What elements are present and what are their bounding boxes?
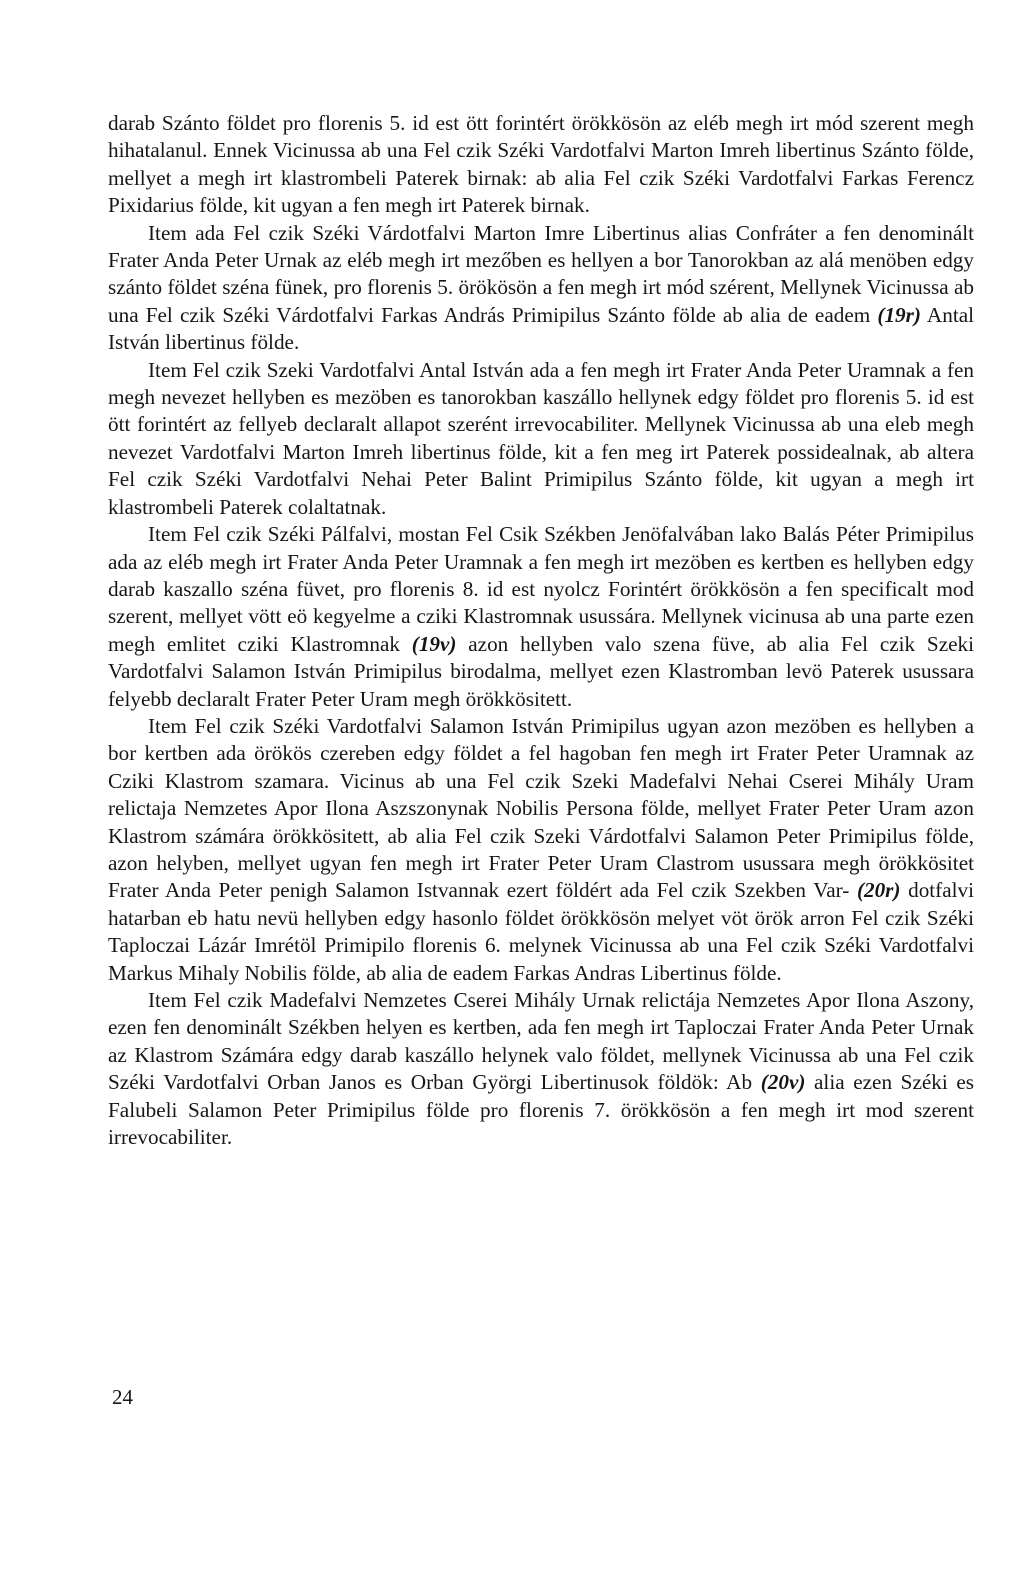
- paragraph-text: Item ada Fel czik Széki Várdotfalvi Marton Imre Libertinus alias Confráter a fen denominált Frater Anda Peter Urnak az eléb megh irt mezőben es hellyen a bor Tanorokban az alá menöben edgy szánto földet széna fünek, pro florenis 5. örökösön a fen megh irt mód szérent, Mellynek Vicinussa ab una Fel czik Széki Várdotfalvi Farkas András Primipilus Szánto földe ab alia de eadem: [108, 220, 974, 327]
- paragraph: [108, 357, 974, 521]
- paragraph-text: darab Szánto földet pro florenis 5. id est ött forintért örökkösön az eléb megh irt mód szerent megh hihatalanul. Ennek Vicinussa ab una Fel czik Széki Vardotfalvi Marton Imreh libertinus Szánto földe, mellyet a megh irt klastrombeli Paterek birnak: ab alia Fel czik Széki Vardotfalvi Farkas Ferencz Pixidarius földe, kit ugyan a fen megh irt Paterek birnak.: [108, 111, 974, 218]
- paragraph-text: dotfalvi hatarban eb hatu nevü hellyben edgy hasonlo földet örökkösön melyet vöt örök arron Fel czik Széki Taploczai Lázár Imrétöl Primipilo florenis 6. melynek Vicinussa ab una Fel czik Széki Vardotfalvi Markus Mihaly Nobilis földe, ab alia de eadem Farkas Andras Libertinus földe.: [108, 878, 975, 985]
- folio-reference: (20r): [856, 878, 901, 903]
- folio-reference: (20v): [760, 1070, 806, 1095]
- paragraph: [108, 220, 974, 357]
- paragraph: [108, 987, 974, 1151]
- page-number: 24: [112, 1385, 133, 1409]
- page-body: [108, 110, 974, 1151]
- paragraph-text: Item Fel czik Széki Vardotfalvi Salamon István Primipilus ugyan azon mezöben es hellyben a bor kertben ada örökös czereben edgy földet a fel hagoban fen megh irt Frater Peter Uramnak az Cziki Klastrom szamara. Vicinus ab una Fel czik Szeki Madefalvi Nehai Cserei Mihály Uram relictaja Nemzetes Apor Ilona Aszszonynak Nobilis Persona földe, mellyet Frater Peter Uram azon Klastrom számára örökkösitett, ab alia Fel czik Szeki Várdotfalvi Salamon Peter Primipilus földe, azon helyben, mellyet ugyan fen megh irt Frater Peter Uram Clastrom usussara megh örökkösitet Frater Anda Peter penigh Salamon Istvannak ezert földért ada Fel czik Szekben Var-: [108, 713, 974, 903]
- folio-reference: (19v): [411, 631, 457, 656]
- paragraph-text: Item Fel czik Széki Pálfalvi, mostan Fel Csik Székben Jenöfalvában lako Balás Péter Primipilus ada az eléb megh irt Frater Anda Peter Uramnak a fen megh irt mezöben es kertben es hellyben edgy darab kaszallo széna füvet, pro florenis 8. id est nyolcz Forintért örökkösön a fen specificalt mod szerent, mellyet vött eö kegyelme a cziki Klastromnak usussára. Mellynek vicinusa ab una parte ezen megh emlitet cziki Klastromnak: [108, 522, 974, 656]
- paragraph-text: alia ezen Széki es Falubeli Salamon Peter Primipilus földe pro florenis 7. örökkösön a fen megh irt mod szerent irrevocabiliter.: [108, 1070, 975, 1150]
- paragraph: [108, 110, 974, 220]
- folio-reference: (19r): [877, 302, 921, 327]
- paragraph: [108, 521, 974, 713]
- paragraph-text: Antal István libertinus földe.: [108, 302, 974, 355]
- paragraph: [108, 713, 974, 987]
- paragraph-text: Item Fel czik Madefalvi Nemzetes Cserei Mihály Urnak relictája Nemzetes Apor Ilona Aszony, ezen fen denominált Székben helyen es kertben, ada fen megh irt Taploczai Frater Anda Peter Urnak az Klastrom Számára edgy darab kaszállo helynek valo földet, mellynek Vicinussa ab una Fel czik Széki Vardotfalvi Orban Janos es Orban Györgi Libertinusok földök: Ab: [108, 988, 974, 1095]
- paragraph-text: Item Fel czik Szeki Vardotfalvi Antal István ada a fen megh irt Frater Anda Peter Uramnak a fen megh nevezet hellyben es mezöben es tanorokban kaszállo hellynek edgy földet pro florenis 5. id est ött forintért az fellyeb declaralt allapot szerént irrevocabiliter. Mellynek Vicinussa ab una eleb megh nevezet Vardotfalvi Marton Imreh libertinus földe, kit a fen meg irt Paterek possidealnak, ab altera Fel czik Széki Vardotfalvi Nehai Peter Balint Primipilus Szánto földe, kit ugyan a megh irt klastrombeli Paterek colaltatnak.: [108, 357, 974, 519]
- paragraph-text: azon hellyben valo szena füve, ab alia Fel czik Szeki Vardotfalvi Salamon István Primipilus birodalma, mellyet ezen Klastromban levö Paterek usussara felyebb declaralt Frater Peter Uram megh örökkösitett.: [108, 631, 974, 711]
